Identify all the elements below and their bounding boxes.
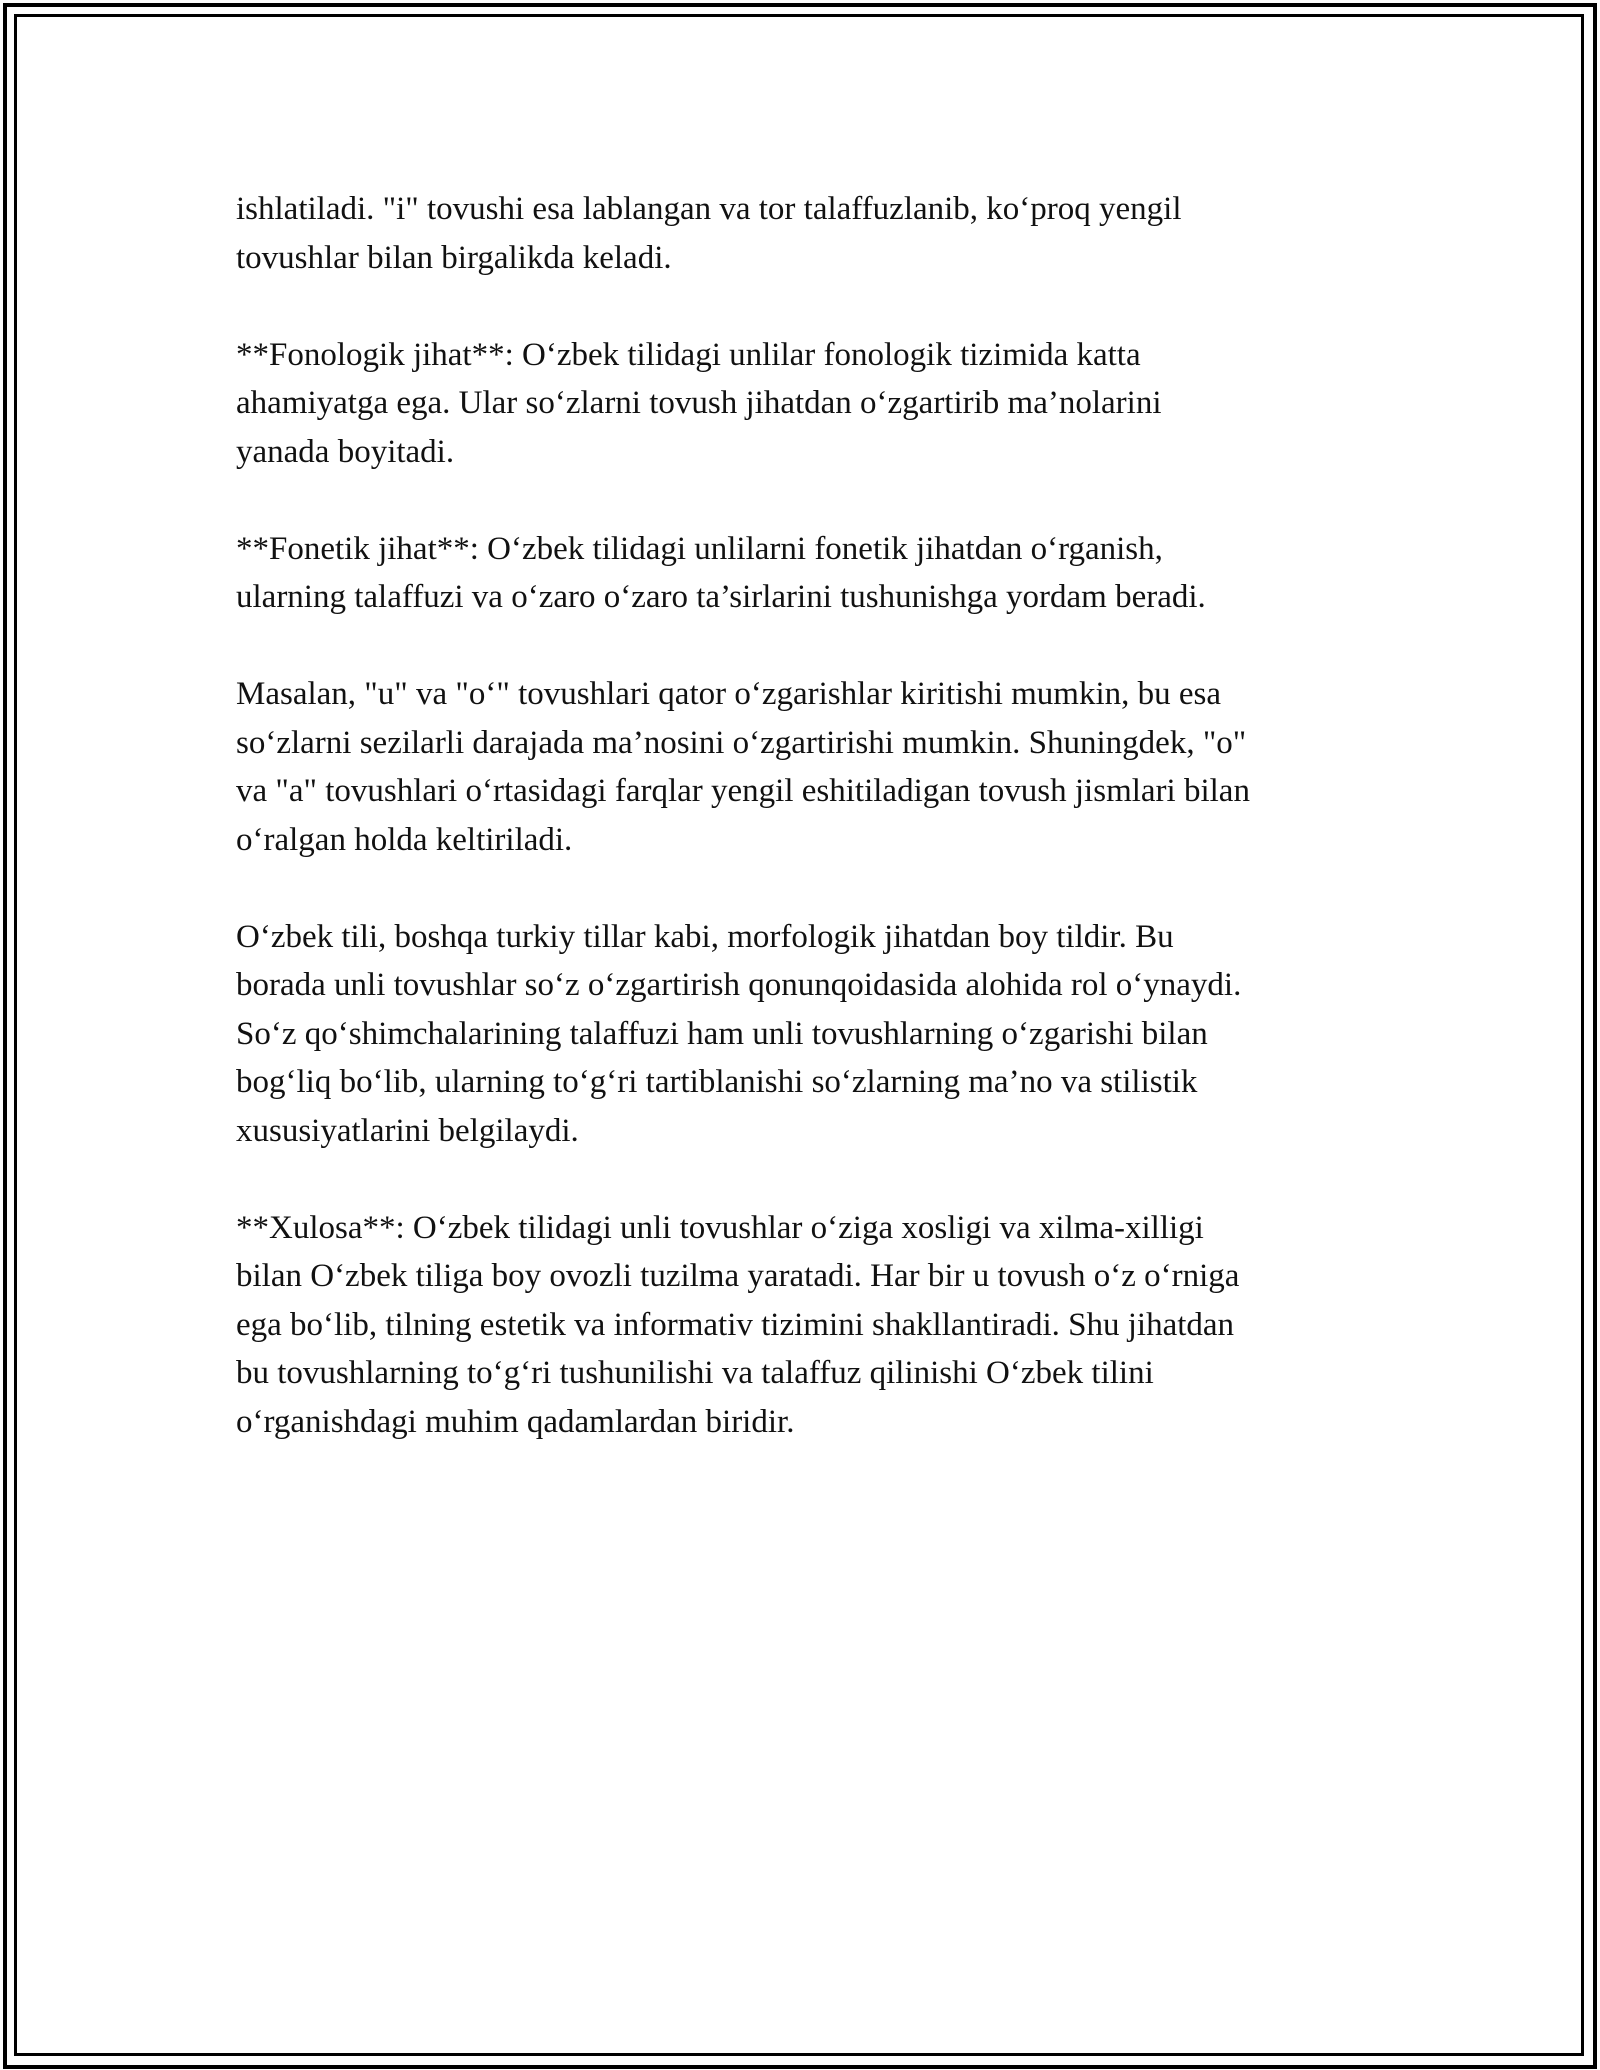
- text-line: ega bo‘lib, tilning estetik va informativ tizimini shakllantiradi. Shu jihatdan: [236, 1306, 1235, 1343]
- text-line: ahamiyatga ega. Ular so‘zlarni tovush jihatdan o‘zgartirib ma’nolarini: [236, 385, 1162, 421]
- text-line: Masalan, "u" va "o‘" tovushlari qator o‘zgarishlar kiritishi mumkin, bu esa: [236, 676, 1222, 712]
- text-line: tovushlar bilan birgalikda keladi.: [236, 239, 672, 276]
- text-line: ularning talaffuzi va o‘zaro o‘zaro ta’sirlarini tushunishga yordam beradi.: [236, 579, 1206, 615]
- paragraph: [236, 185, 1376, 282]
- paragraph-fonetik-jihat: [236, 525, 1376, 622]
- text-line: O‘zbek tili, boshqa turkiy tillar kabi, morfologik jihatdan boy tildir. Bu: [236, 918, 1174, 955]
- text-line: **Fonetik jihat**: O‘zbek tilidagi unlilarni fonetik jihatdan o‘rganish,: [236, 530, 1163, 567]
- paragraph-morfologik: [236, 913, 1376, 1156]
- text-line: So‘z qo‘shimchalarining talaffuzi ham unli tovushlarning o‘zgarishi bilan: [236, 1015, 1208, 1052]
- text-line: va "a" tovushlari o‘rtasidagi farqlar yengil eshitiladigan tovush jismlari bilan: [236, 773, 1250, 809]
- text-line: bog‘liq bo‘lib, ularning to‘g‘ri tartiblanishi so‘zlarning ma’no va stilistik: [236, 1064, 1198, 1100]
- text-line: borada unli tovushlar so‘z o‘zgartirish qonunqoidasida alohida rol o‘ynaydi.: [236, 967, 1242, 1003]
- text-line: o‘ralgan holda keltiriladi.: [236, 821, 573, 858]
- paragraph-xulosa: [236, 1204, 1376, 1447]
- paragraph-masalan: [236, 670, 1376, 864]
- text-line: bu tovushlarning to‘g‘ri tushunilishi va talaffuz qilinishi O‘zbek tilini: [236, 1355, 1154, 1391]
- text-line: ishlatiladi. "i" tovushi esa lablangan va tor talaffuzlanib, ko‘proq yengil: [236, 191, 1182, 227]
- text-line: so‘zlarni sezilarli darajada ma’nosini o‘zgartirishi mumkin. Shuningdek, "o": [236, 724, 1247, 761]
- text-line: xususiyatlarini belgilaydi.: [236, 1112, 579, 1149]
- text-line: bilan O‘zbek tiliga boy ovozli tuzilma yaratadi. Har bir u tovush o‘z o‘rniga: [236, 1258, 1240, 1294]
- paragraph-fonologik-jihat: [236, 331, 1376, 477]
- text-line: **Xulosa**: O‘zbek tilidagi unli tovushlar o‘ziga xosligi va xilma-xilligi: [236, 1209, 1204, 1246]
- text-line: **Fonologik jihat**: O‘zbek tilidagi unlilar fonologik tizimida katta: [236, 336, 1141, 373]
- text-line: o‘rganishdagi muhim qadamlardan biridir.: [236, 1403, 795, 1440]
- text-line: yanada boyitadi.: [236, 433, 455, 470]
- document-body: [236, 185, 1376, 1495]
